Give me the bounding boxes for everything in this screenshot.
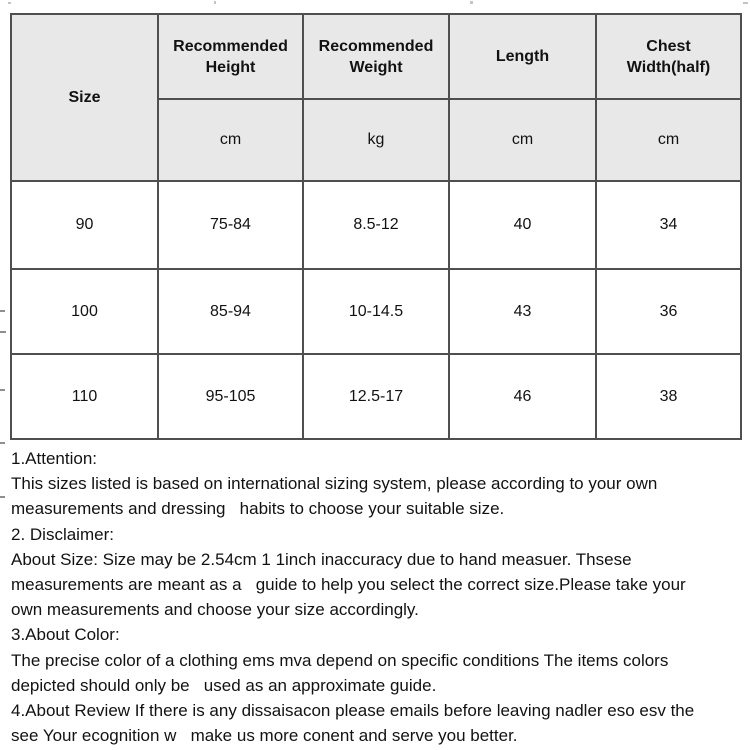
edge-artifact [743, 2, 748, 4]
col-header-recommended-weight: Recommended Weight [303, 14, 449, 99]
note-line: measurements and dressing habits to choose your suitable size. [11, 499, 505, 519]
note-line: About Size: Size may be 2.54cm 1 1inch inaccuracy due to hand measuer. Thsese [11, 549, 632, 569]
unit-weight: kg [303, 99, 449, 181]
col-header-size-label: Size [68, 89, 101, 106]
length-cell: 43 [449, 269, 596, 354]
weight-cell: 8.5-12 [303, 181, 449, 269]
edge-artifact [0, 496, 5, 498]
size-chart-table [10, 13, 742, 440]
edge-artifact [470, 1, 473, 4]
note-line: 2. Disclaimer: [11, 524, 114, 544]
notes-section [11, 446, 694, 748]
length-cell: 46 [449, 354, 596, 439]
height-cell: 95-105 [158, 354, 303, 439]
note-line: 3.About Color: [11, 625, 120, 645]
unit-length: cm [449, 99, 596, 181]
col-header-recommended-height: Recommended Height [158, 14, 303, 99]
note-line: see Your ecognition w make us more conent and serve you better. [11, 726, 518, 746]
height-cell: 75-84 [158, 181, 303, 269]
size-cell: 100 [11, 269, 158, 354]
length-cell: 40 [449, 181, 596, 269]
note-line: measurements are meant as a guide to help you select the correct size.Please take your [11, 575, 686, 595]
note-line: 4.About Review If there is any dissaisacon please emails before leaving nadler eso esv the [11, 701, 695, 721]
note-line: depicted should only be used as an approximate guide. [11, 675, 437, 695]
size-cell: 90 [11, 181, 158, 269]
chest-cell: 34 [596, 181, 741, 269]
weight-cell: 12.5-17 [303, 354, 449, 439]
height-cell: 85-94 [158, 269, 303, 354]
edge-artifact [0, 310, 5, 312]
col-header-chest-width: Chest Width(half) [596, 14, 741, 99]
note-line: The precise color of a clothing ems mva depend on specific conditions The items colors [11, 650, 669, 670]
unit-height: cm [158, 99, 303, 181]
note-line: own measurements and choose your size accordingly. [11, 600, 419, 620]
table-row [11, 269, 741, 354]
edge-artifact [8, 2, 11, 4]
edge-artifact [0, 389, 5, 391]
edge-artifact [214, 1, 216, 4]
chest-cell: 36 [596, 269, 741, 354]
unit-chest: cm [596, 99, 741, 181]
header-row [11, 14, 741, 99]
edge-artifact [0, 442, 5, 444]
edge-artifact [0, 331, 6, 333]
col-header-size [11, 14, 158, 181]
table-row [11, 181, 741, 269]
col-header-length: Length [449, 14, 596, 99]
table-row [11, 354, 741, 439]
note-line: 1.Attention: [11, 449, 98, 468]
chest-cell: 38 [596, 354, 741, 439]
weight-cell: 10-14.5 [303, 269, 449, 354]
size-cell: 110 [11, 354, 158, 439]
note-line: This sizes listed is based on international sizing system, please according to your own [11, 474, 658, 494]
